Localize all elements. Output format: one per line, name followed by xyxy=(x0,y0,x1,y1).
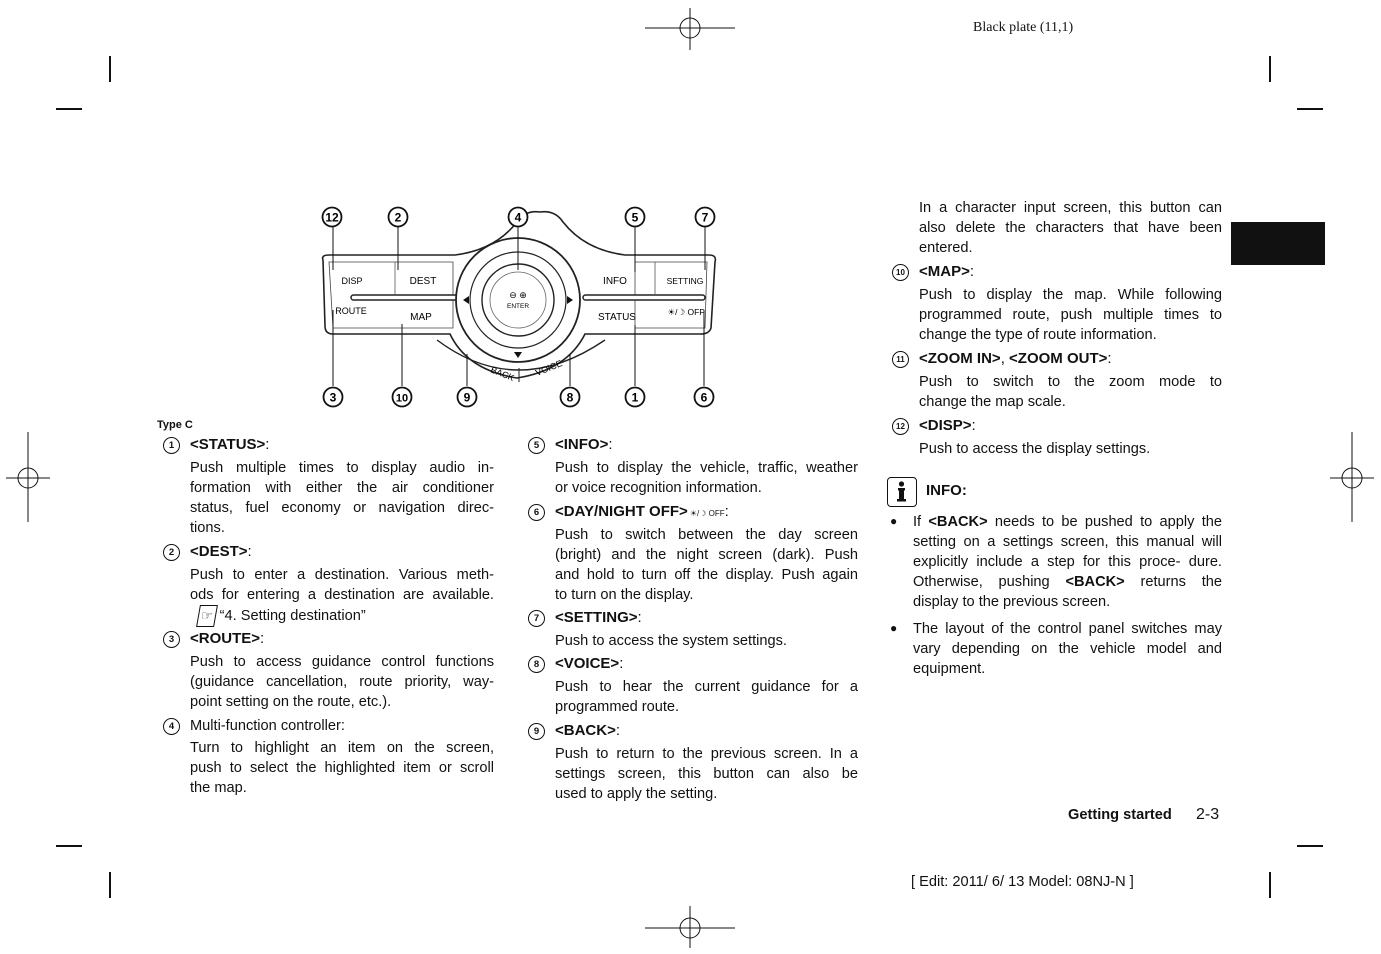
bullet-icon: ● xyxy=(890,621,898,635)
item-setting: 7 <SETTING>: Push to access the system settings. xyxy=(528,608,858,654)
item-heading: <VOICE>: xyxy=(555,655,624,672)
item-multi-function-controller: 4 Multi-function controller: Turn to highlight an item on the screen, push to select the highlighted item or scroll the map. xyxy=(163,716,494,806)
item-description: Push to enter a destination. Various meth- ods for entering a destination are available. ☞ “4. Setting destination” xyxy=(190,565,494,627)
column-1 xyxy=(163,435,494,806)
item-disp: 12 <DISP>: Push to access the display settings. xyxy=(892,416,1222,462)
svg-text:6: 6 xyxy=(700,390,708,405)
reference-link[interactable]: “4. Setting destination” xyxy=(219,608,366,624)
dest-button-label: DEST xyxy=(409,276,437,287)
item-description: Push to access the system settings. xyxy=(555,633,787,649)
callout-10 xyxy=(393,388,412,407)
reference-icon: ☞ xyxy=(196,605,218,627)
item-description: Push multiple times to display audio in- formation with either the air conditioner status, fuel economy or navigation direc- tions. xyxy=(190,460,494,536)
section-tab xyxy=(1231,222,1325,265)
svg-text:5: 5 xyxy=(631,210,639,225)
item-map: 10 <MAP>: Push to display the map. While following programmed route, push multiple times to change the type of route information. xyxy=(892,262,1222,349)
callout-9 xyxy=(458,388,477,407)
item-description: Push to hear the current guidance for a programmed route. xyxy=(555,679,858,715)
column-3 xyxy=(892,198,1222,462)
item-status xyxy=(163,435,494,542)
registration-mark-top xyxy=(645,8,735,50)
status-button-label: STATUS xyxy=(598,312,636,323)
item-description: Push to return to the previous screen. In a settings screen, this button can also be used to apply the setting. xyxy=(555,746,858,802)
item-heading: Multi-function controller: xyxy=(190,718,345,734)
info-bullet-2: The layout of the control panel switches may vary depending on the vehicle model and equipment. xyxy=(913,621,1222,677)
callout-7 xyxy=(696,208,715,227)
figure-caption: Type C xyxy=(157,419,193,431)
item-heading: <SETTING>: xyxy=(555,609,642,626)
callout-4 xyxy=(509,208,528,227)
callout-3 xyxy=(324,388,343,407)
item-heading: <INFO>: xyxy=(555,436,613,453)
item-description: Push to switch between the day screen (bright) and the night screen (dark). Push and hold to turn off the display. Push again to turn on the display. xyxy=(555,527,858,603)
callout-6 xyxy=(695,388,714,407)
registration-mark-bottom xyxy=(645,906,735,948)
footer-section-title: Getting started xyxy=(1068,807,1172,823)
svg-text:8: 8 xyxy=(566,390,574,405)
back-button-label: BACK xyxy=(489,364,516,384)
item-heading: <MAP>: xyxy=(919,263,975,280)
svg-text:10: 10 xyxy=(395,392,409,405)
svg-text:7: 7 xyxy=(701,210,709,225)
day-night-button-label: ☀/☽ OFF xyxy=(667,307,705,317)
info-icon xyxy=(887,477,917,507)
item-back: 9 <BACK>: Push to return to the previous screen. In a settings screen, this button can also be used to apply the setting. xyxy=(528,721,858,808)
item-heading: <ROUTE>: xyxy=(190,630,265,647)
item-description: Push to display the map. While following programmed route, push multiple times to change the type of route information. xyxy=(919,287,1222,343)
registration-mark-left xyxy=(6,432,50,522)
footer-page-number: 2-3 xyxy=(1196,806,1220,823)
item-zoom: 11 <ZOOM IN>, <ZOOM OUT>: Push to switch to the zoom mode to change the map scale. xyxy=(892,349,1222,416)
svg-text:3: 3 xyxy=(329,390,337,405)
item-heading: <STATUS>: xyxy=(190,436,270,453)
back-continued-description: In a character input screen, this button can also delete the characters that have been entered. xyxy=(919,200,1222,256)
item-dest: 2 <DEST>: Push to enter a destination. Various meth- ods for entering a destination are available. ☞ “4. Setting destination” xyxy=(163,542,494,629)
svg-text:4: 4 xyxy=(514,210,522,225)
item-heading: <DAY/NIGHT OFF> ☀/☽ OFF: xyxy=(555,503,729,520)
enter-label: ENTER xyxy=(506,303,530,310)
item-description: Push to access guidance control functions (guidance cancellation, route priority, way- point setting on the route, etc.). xyxy=(190,654,494,710)
info-bullet-1: If <BACK> needs to be pushed to apply the setting on a settings screen, this manual will explicitly include a step for this proce- dure. Otherwise, pushing <BACK> returns the display to the previous screen. xyxy=(913,514,1222,610)
day-night-icon: ☀/☽ OFF xyxy=(689,509,725,518)
edit-info: [ Edit: 2011/ 6/ 13 Model: 08NJ-N ] xyxy=(911,874,1134,890)
map-button-label: MAP xyxy=(410,312,432,323)
callout-2 xyxy=(389,208,408,227)
item-heading: <DEST>: xyxy=(190,543,252,560)
zoom-icon: ⊖ ⊕ xyxy=(509,290,527,300)
svg-text:1: 1 xyxy=(631,390,639,405)
item-description: Push to access the display settings. xyxy=(919,441,1151,457)
item-heading: <BACK>: xyxy=(555,722,621,739)
item-description: Turn to highlight an item on the screen, push to select the highlighted item or scroll the map. xyxy=(190,740,494,796)
item-heading: <DISP>: xyxy=(919,417,976,434)
item-route: 3 <ROUTE>: Push to access guidance control functions (guidance cancellation, route priority, way- point setting on the route, etc.). xyxy=(163,629,494,716)
item-day-night-off: 6 <DAY/NIGHT OFF> ☀/☽ OFF: Push to switch between the day screen (bright) and the night screen (dark). Push and hold to turn off the display. Push again to turn on the display. xyxy=(528,502,858,608)
voice-button-label: VOICE xyxy=(534,358,564,378)
item-info: 5 <INFO>: Push to display the vehicle, traffic, weather or voice recognition information. xyxy=(528,435,858,502)
plate-label: Black plate (11,1) xyxy=(973,20,1074,35)
registration-mark-right xyxy=(1330,432,1374,522)
item-heading: <ZOOM IN>, <ZOOM OUT>: xyxy=(919,350,1112,367)
bullet-icon: ● xyxy=(890,514,898,528)
callout-1 xyxy=(626,388,645,407)
item-description: Push to switch to the zoom mode to change the map scale. xyxy=(919,374,1222,410)
info-button-label: INFO xyxy=(603,276,627,287)
item-voice: 8 <VOICE>: Push to hear the current guidance for a programmed route. xyxy=(528,654,858,721)
svg-text:9: 9 xyxy=(463,390,471,405)
route-button-label: ROUTE xyxy=(335,306,367,316)
svg-text:12: 12 xyxy=(325,210,339,225)
callout-8 xyxy=(561,388,580,407)
item-number: 1 xyxy=(163,437,180,454)
column-2 xyxy=(528,435,858,808)
disp-button-label: DISP xyxy=(341,276,363,286)
item-description: Push to display the vehicle, traffic, weather or voice recognition information. xyxy=(555,460,858,496)
svg-text:2: 2 xyxy=(394,210,402,225)
control-panel-figure xyxy=(305,200,735,415)
info-title: INFO: xyxy=(926,482,967,499)
callout-5 xyxy=(626,208,645,227)
callout-12 xyxy=(323,208,342,227)
setting-button-label: SETTING xyxy=(666,276,704,286)
